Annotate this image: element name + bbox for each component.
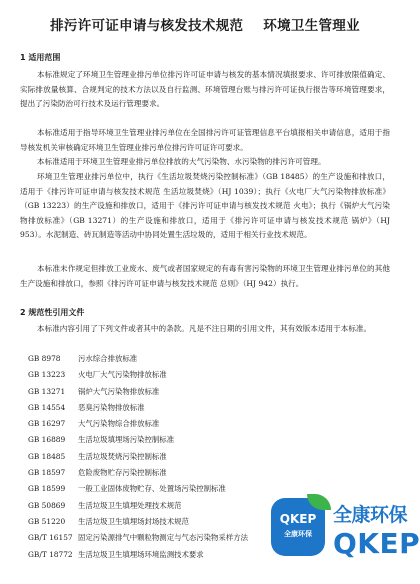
section-2-intro: 本标准内容引用了下列文件或者其中的条款。凡是不注日期的引用文件，其有效版本适用于本标准。 — [37, 324, 372, 333]
logo-chinese-name: 全康环保 — [333, 504, 408, 526]
reference-code: GB 18599 — [28, 484, 66, 494]
reference-name: 生活垃圾卫生填埋场封场技术规范 — [78, 516, 189, 526]
reference-name: 火电厂大气污染物排放标准 — [78, 370, 167, 380]
reference-code: GB/T 18772 — [28, 549, 73, 559]
badge-subtext: 全康环保 — [284, 530, 312, 538]
reference-name: 生活垃圾填埋场污染控制标准 — [78, 435, 175, 445]
reference-code: GB/T 16157 — [28, 533, 73, 543]
reference-item — [28, 351, 368, 367]
reference-item — [28, 384, 368, 400]
reference-code: GB 14554 — [28, 402, 66, 412]
section-1-paragraph-1: 本标准规定了环境卫生管理业排污单位排污许可证申请与核发的基本情况填报要求、许可排放限值确定、实际排放量核算、合规判定的技术方法以及自行监测、环境管理台账与排污许可证执行报告等环境管理要求，提出了污染防治可行技术及运行管理要求。 — [20, 70, 390, 108]
reference-name: 危险废物贮存污染控制标准 — [78, 468, 167, 478]
section-1-paragraph-5: 本标准未作规定但排放工业废水、废气或者国家规定的有毒有害污染物的环境卫生管理业排污单位的其他生产设施和排放口，参照《排污许可证申请与核发技术规范 总则》（HJ 942）执行。 — [20, 264, 390, 288]
section-1-heading: 1 适用范围 — [20, 53, 61, 62]
section-1-paragraph-2: 本标准适用于指导环境卫生管理业排污单位在全国排污许可证管理信息平台填报相关申请信息，适用于指导核发机关审核确定环境卫生管理业排污单位排污许可证许可要求。 — [20, 128, 390, 152]
reference-item — [28, 449, 368, 465]
reference-name: 锅炉大气污染物排放标准 — [78, 386, 160, 396]
reference-code: GB 16297 — [28, 419, 66, 429]
reference-code: GB 50869 — [28, 500, 66, 510]
reference-code: GB 18485 — [28, 451, 66, 461]
reference-code: GB 16889 — [28, 435, 66, 445]
qkep-badge-icon — [271, 498, 325, 556]
reference-name: 生活垃圾卫生填埋场环境监测技术要求 — [78, 549, 204, 559]
reference-item — [28, 432, 368, 448]
reference-item — [28, 416, 368, 432]
reference-code: GB 51220 — [28, 516, 66, 526]
reference-item — [28, 367, 368, 383]
document-title: 排污许可证申请与核发技术规范 环境卫生管理业 — [50, 18, 360, 34]
reference-item — [28, 465, 368, 481]
reference-code: GB 13271 — [28, 386, 66, 396]
reference-code: GB 18597 — [28, 468, 66, 478]
reference-name: 一般工业固体废物贮存、处置场污染控制标准 — [78, 484, 226, 494]
leaf-icon — [307, 494, 331, 510]
reference-item — [28, 400, 368, 416]
section-2-heading: 2 规范性引用文件 — [20, 308, 85, 317]
badge-text: QKEP — [279, 512, 317, 526]
reference-name: 生活垃圾焚烧污染控制标准 — [78, 451, 167, 461]
section-1-paragraph-4: 环境卫生管理业排污单位中，执行《生活垃圾焚烧污染控制标准》（GB 18485）的生产设施和排放口，适用于《排污许可证申请与核发技术规范 生活垃圾焚烧》（HJ 1039）；执行《火电厂大气污染物排放标准》（GB 13223）的生产设施和排放口，适用于《排污许可证申请与核发技术规范 火电》；执行《锅炉大气污染物排放标准》（GB 13271）的生产设施和排放口，适用于《排污许可证申请与核发技术规范 锅炉》（HJ 953）。水泥制造、砖瓦制造等活动中协同处置生活垃圾的，适用于相关行业技术规范。 — [20, 172, 390, 239]
reference-name: 恶臭污染物排放标准 — [78, 402, 145, 412]
reference-name: 大气污染物综合排放标准 — [78, 419, 160, 429]
reference-name: 污水综合排放标准 — [78, 354, 138, 363]
reference-code: GB 13223 — [28, 370, 66, 380]
watermark-logo — [263, 494, 420, 584]
reference-name: 生活垃圾卫生填埋处理技术规范 — [78, 500, 182, 510]
reference-code: GB 8978 — [28, 354, 61, 363]
section-1-paragraph-3: 本标准适用于环境卫生管理业排污单位排放的大气污染物、水污染物的排污许可管理。 — [37, 157, 326, 166]
logo-english-name: QKEP — [333, 527, 420, 560]
reference-name: 固定污染源排气中颗粒物测定与气态污染物采样方法 — [78, 533, 248, 543]
